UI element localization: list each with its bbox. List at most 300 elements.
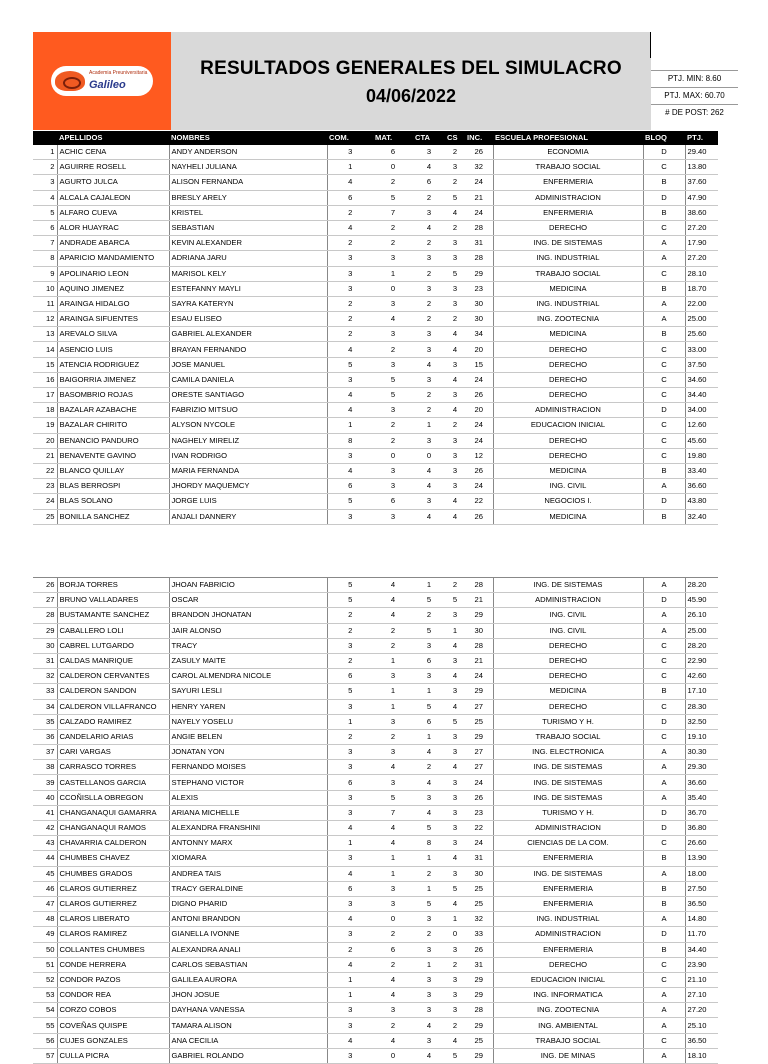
- table-cell: GABRIEL ALEXANDER: [169, 327, 327, 342]
- table-cell: JHOAN FABRICIO: [169, 578, 327, 593]
- table-cell: CHUMBES CHAVEZ: [57, 851, 169, 866]
- table-cell: 1: [413, 881, 445, 896]
- table-cell: 4: [413, 479, 445, 494]
- table-cell: 1: [327, 836, 373, 851]
- table-cell: MEDICINA: [493, 509, 643, 524]
- table-cell: D: [643, 714, 685, 729]
- table-row: [33, 251, 718, 266]
- table-cell: COVEÑAS QUISPE: [57, 1018, 169, 1033]
- table-cell: B: [643, 881, 685, 896]
- table-cell: 4: [327, 821, 373, 836]
- table-row: [33, 957, 718, 972]
- table-cell: 3: [373, 775, 413, 790]
- table-cell: 5: [413, 821, 445, 836]
- table-cell: TAMARA ALISON: [169, 1018, 327, 1033]
- table-cell: 25.00: [685, 312, 718, 327]
- table-cell: 2: [373, 729, 413, 744]
- table-cell: 4: [373, 988, 413, 1003]
- table-cell: 5: [327, 593, 373, 608]
- table-cell: 3: [445, 433, 465, 448]
- table-cell: 3: [327, 699, 373, 714]
- table-cell: ALISON FERNANDA: [169, 175, 327, 190]
- table-cell: 6: [33, 220, 57, 235]
- table-cell: 2: [327, 623, 373, 638]
- table-cell: 2: [327, 327, 373, 342]
- table-cell: 22: [33, 463, 57, 478]
- table-row: [33, 418, 718, 433]
- table-cell: A: [643, 760, 685, 775]
- table-cell: 2: [445, 312, 465, 327]
- table-cell: ASENCIO LUIS: [57, 342, 169, 357]
- table-cell: ALYSON NYCOLE: [169, 418, 327, 433]
- table-cell: MEDICINA: [493, 327, 643, 342]
- table-cell: C: [643, 972, 685, 987]
- table-cell: BUSTAMANTE SANCHEZ: [57, 608, 169, 623]
- table-cell: 4: [413, 1018, 445, 1033]
- table-cell: 6: [327, 190, 373, 205]
- table-cell: 17: [33, 388, 57, 403]
- table-cell: 2: [373, 638, 413, 653]
- table-cell: DERECHO: [493, 388, 643, 403]
- table-cell: 37.60: [685, 175, 718, 190]
- col-escuela: ESCUELA PROFESIONAL: [493, 131, 643, 145]
- report-date: 04/06/2022: [365, 86, 457, 106]
- table-row: [33, 403, 718, 418]
- table-cell: JORGE LUIS: [169, 494, 327, 509]
- table-cell: 3: [445, 988, 465, 1003]
- table-cell: 17.90: [685, 236, 718, 251]
- table-cell: ING. AMBIENTAL: [493, 1018, 643, 1033]
- table-cell: 4: [445, 494, 465, 509]
- table-cell: ECONOMIA: [493, 145, 643, 160]
- table-cell: KRISTEL: [169, 205, 327, 220]
- report-header: [33, 32, 651, 130]
- table-cell: 4: [373, 972, 413, 987]
- table-cell: 30: [465, 296, 493, 311]
- table-cell: 5: [445, 266, 465, 281]
- table-cell: 2: [445, 578, 465, 593]
- table-cell: 29: [33, 623, 57, 638]
- table-cell: 15: [465, 357, 493, 372]
- table-cell: 3: [413, 145, 445, 160]
- table-cell: 35.40: [685, 790, 718, 805]
- table-cell: ADRIANA JARU: [169, 251, 327, 266]
- table-cell: 4: [413, 357, 445, 372]
- table-cell: BONILLA SANCHEZ: [57, 509, 169, 524]
- table-cell: BRANDON JHONATAN: [169, 608, 327, 623]
- table-row: [33, 653, 718, 668]
- table-cell: 28.30: [685, 699, 718, 714]
- table-cell: 2: [327, 653, 373, 668]
- table-cell: 3: [327, 372, 373, 387]
- table-cell: 24: [465, 836, 493, 851]
- table-cell: 3: [327, 805, 373, 820]
- col-apellidos: APELLIDOS: [57, 131, 169, 145]
- table-cell: ANA CECILIA: [169, 1033, 327, 1048]
- table-cell: ING. DE SISTEMAS: [493, 236, 643, 251]
- table-cell: ING. DE SISTEMAS: [493, 775, 643, 790]
- table-cell: 4: [445, 896, 465, 911]
- table-cell: 54: [33, 1003, 57, 1018]
- table-cell: C: [643, 266, 685, 281]
- table-cell: CALDERON SANDON: [57, 684, 169, 699]
- table-cell: 7: [373, 805, 413, 820]
- table-cell: 3: [327, 638, 373, 653]
- table-cell: 3: [413, 251, 445, 266]
- table-cell: 2: [373, 623, 413, 638]
- table-cell: 0: [445, 927, 465, 942]
- table-cell: A: [643, 312, 685, 327]
- table-cell: 5: [373, 388, 413, 403]
- table-row: [33, 881, 718, 896]
- table-cell: 28: [465, 251, 493, 266]
- table-cell: 5: [445, 190, 465, 205]
- table-cell: 4: [373, 1033, 413, 1048]
- table-cell: DERECHO: [493, 699, 643, 714]
- table-cell: 5: [445, 593, 465, 608]
- table-cell: 3: [413, 433, 445, 448]
- table-cell: B: [643, 896, 685, 911]
- table-row: [33, 1003, 718, 1018]
- table-cell: 3: [445, 745, 465, 760]
- col-mat: MAT.: [373, 131, 413, 145]
- table-cell: B: [643, 942, 685, 957]
- table-cell: 3: [445, 1003, 465, 1018]
- table-cell: 2: [413, 927, 445, 942]
- table-cell: DERECHO: [493, 357, 643, 372]
- table-row: [33, 205, 718, 220]
- table-cell: ARAINGA HIDALGO: [57, 296, 169, 311]
- table-cell: 36.50: [685, 896, 718, 911]
- table-cell: BRUNO VALLADARES: [57, 593, 169, 608]
- table-cell: 3: [373, 1003, 413, 1018]
- table-cell: 31: [465, 957, 493, 972]
- table-cell: 5: [327, 494, 373, 509]
- table-cell: 36.80: [685, 821, 718, 836]
- col-bloq: BLOQ: [643, 131, 685, 145]
- table-cell: A: [643, 745, 685, 760]
- stat-count: # DE POST: 262: [651, 104, 738, 121]
- table-cell: ING. DE SISTEMAS: [493, 578, 643, 593]
- table-cell: ALFARO CUEVA: [57, 205, 169, 220]
- table-cell: 51: [33, 957, 57, 972]
- table-cell: 4: [413, 805, 445, 820]
- table-cell: 3: [445, 463, 465, 478]
- table-cell: 4: [445, 760, 465, 775]
- table-cell: 33.00: [685, 342, 718, 357]
- table-cell: JHORDY MAQUEMCY: [169, 479, 327, 494]
- table-cell: KEVIN ALEXANDER: [169, 236, 327, 251]
- table-cell: B: [643, 684, 685, 699]
- table-cell: 25: [465, 896, 493, 911]
- table-cell: 24: [465, 433, 493, 448]
- table-cell: 6: [327, 479, 373, 494]
- table-cell: CABALLERO LOLI: [57, 623, 169, 638]
- table-row: [33, 160, 718, 175]
- table-cell: 40: [33, 790, 57, 805]
- table-cell: 1: [327, 418, 373, 433]
- table-cell: A: [643, 578, 685, 593]
- table-cell: 50: [33, 942, 57, 957]
- table-cell: CASTELLANOS GARCIA: [57, 775, 169, 790]
- table-cell: B: [643, 851, 685, 866]
- table-cell: ENFERMERIA: [493, 896, 643, 911]
- table-cell: 3: [413, 372, 445, 387]
- table-cell: 28: [465, 1003, 493, 1018]
- table-cell: 3: [413, 281, 445, 296]
- table-cell: ENFERMERIA: [493, 205, 643, 220]
- table-cell: 4: [445, 851, 465, 866]
- table-cell: A: [643, 1048, 685, 1063]
- table-row: [33, 266, 718, 281]
- table-cell: 2: [413, 608, 445, 623]
- table-row: [33, 593, 718, 608]
- table-row: [33, 296, 718, 311]
- table-cell: 8: [327, 433, 373, 448]
- table-cell: 0: [373, 281, 413, 296]
- table-cell: 23.90: [685, 957, 718, 972]
- table-cell: CLAROS RAMIREZ: [57, 927, 169, 942]
- table-cell: CARI VARGAS: [57, 745, 169, 760]
- table-cell: EDUCACION INICIAL: [493, 418, 643, 433]
- table-cell: 14.80: [685, 912, 718, 927]
- table-row: [33, 388, 718, 403]
- table-cell: ALCALA CAJALEON: [57, 190, 169, 205]
- table-cell: 3: [413, 327, 445, 342]
- table-cell: DERECHO: [493, 448, 643, 463]
- table-cell: 3: [445, 790, 465, 805]
- table-cell: A: [643, 775, 685, 790]
- table-cell: 3: [413, 790, 445, 805]
- table-cell: ENFERMERIA: [493, 851, 643, 866]
- table-cell: 3: [373, 463, 413, 478]
- table-cell: CONDOR REA: [57, 988, 169, 1003]
- table-cell: 3: [413, 638, 445, 653]
- table-cell: BAIGORRIA JIMENEZ: [57, 372, 169, 387]
- table-cell: ING. ELECTRONICA: [493, 745, 643, 760]
- table-cell: APARICIO MANDAMIENTO: [57, 251, 169, 266]
- table-cell: 3: [445, 357, 465, 372]
- table-cell: 16: [33, 372, 57, 387]
- table-cell: NAYHELI JULIANA: [169, 160, 327, 175]
- table-cell: 5: [327, 578, 373, 593]
- results-table-2: [33, 577, 718, 1064]
- table-cell: 4: [445, 509, 465, 524]
- table-cell: A: [643, 1018, 685, 1033]
- table-cell: 3: [327, 145, 373, 160]
- table-cell: 2: [413, 866, 445, 881]
- table-cell: C: [643, 653, 685, 668]
- table-cell: EDUCACION INICIAL: [493, 972, 643, 987]
- col-inc: INC.: [465, 131, 493, 145]
- table-cell: A: [643, 251, 685, 266]
- table-cell: 29.40: [685, 145, 718, 160]
- table-cell: ARIANA MICHELLE: [169, 805, 327, 820]
- table-cell: 2: [327, 205, 373, 220]
- table-cell: A: [643, 296, 685, 311]
- table-cell: D: [643, 403, 685, 418]
- table-cell: 15: [33, 357, 57, 372]
- table-cell: 4: [413, 220, 445, 235]
- table-cell: CLAROS GUTIERREZ: [57, 896, 169, 911]
- table-cell: CLAROS LIBERATO: [57, 912, 169, 927]
- table-cell: 4: [445, 1033, 465, 1048]
- table-cell: C: [643, 357, 685, 372]
- table-cell: 3: [445, 296, 465, 311]
- table-cell: 29: [465, 608, 493, 623]
- table-cell: 3: [373, 881, 413, 896]
- table-cell: 43: [33, 836, 57, 851]
- table-cell: 25: [465, 881, 493, 896]
- table-cell: 56: [33, 1033, 57, 1048]
- table-cell: 5: [445, 1048, 465, 1063]
- table-cell: 3: [445, 836, 465, 851]
- table-row: [33, 836, 718, 851]
- table-cell: 1: [373, 684, 413, 699]
- table-cell: 33: [33, 684, 57, 699]
- table-cell: 28: [465, 638, 493, 653]
- table-cell: TRABAJO SOCIAL: [493, 1033, 643, 1048]
- table-cell: CALDAS MANRIQUE: [57, 653, 169, 668]
- table-cell: 29.30: [685, 760, 718, 775]
- table-cell: 29: [465, 1018, 493, 1033]
- table-cell: 26: [465, 463, 493, 478]
- table-cell: CABREL LUTGARDO: [57, 638, 169, 653]
- table-cell: BORJA TORRES: [57, 578, 169, 593]
- table-cell: 18.70: [685, 281, 718, 296]
- table-cell: GABRIEL ROLANDO: [169, 1048, 327, 1063]
- table-row: [33, 281, 718, 296]
- table-cell: DERECHO: [493, 638, 643, 653]
- table-cell: 3: [413, 342, 445, 357]
- table-cell: 3: [327, 851, 373, 866]
- table-cell: CHANGANAQUI GAMARRA: [57, 805, 169, 820]
- table-cell: 2: [413, 190, 445, 205]
- table-cell: 4: [327, 388, 373, 403]
- table-cell: B: [643, 281, 685, 296]
- table-cell: C: [643, 418, 685, 433]
- table-cell: 46: [33, 881, 57, 896]
- table-cell: 0: [413, 448, 445, 463]
- table-cell: 5: [33, 205, 57, 220]
- table-cell: 27: [465, 699, 493, 714]
- table-cell: 38: [33, 760, 57, 775]
- table-cell: 3: [413, 669, 445, 684]
- table-cell: 36.70: [685, 805, 718, 820]
- table-cell: D: [643, 145, 685, 160]
- table-cell: MEDICINA: [493, 463, 643, 478]
- table-cell: BENANCIO PANDURO: [57, 433, 169, 448]
- table-cell: C: [643, 729, 685, 744]
- table-cell: A: [643, 912, 685, 927]
- table-cell: D: [643, 593, 685, 608]
- table-cell: HENRY YAREN: [169, 699, 327, 714]
- table-cell: 34.60: [685, 372, 718, 387]
- table-cell: ADMINISTRACION: [493, 403, 643, 418]
- table-cell: 1: [413, 957, 445, 972]
- table-cell: 4: [327, 866, 373, 881]
- table-cell: 38.60: [685, 205, 718, 220]
- table-cell: 23: [33, 479, 57, 494]
- table-cell: NAGHELY MIRELIZ: [169, 433, 327, 448]
- table-cell: 18.00: [685, 866, 718, 881]
- col-com: COM.: [327, 131, 373, 145]
- table-cell: 6: [413, 175, 445, 190]
- table-cell: 11.70: [685, 927, 718, 942]
- table-cell: BRESLY ARELY: [169, 190, 327, 205]
- table-cell: SAYRA KATERYN: [169, 296, 327, 311]
- results-table-1: [33, 131, 718, 525]
- table-cell: CHUMBES GRADOS: [57, 866, 169, 881]
- table-cell: ING. DE SISTEMAS: [493, 790, 643, 805]
- table-cell: 31: [465, 851, 493, 866]
- table-cell: 3: [445, 236, 465, 251]
- table-cell: 2: [413, 296, 445, 311]
- table-cell: 24: [465, 418, 493, 433]
- table-cell: CALDERON CERVANTES: [57, 669, 169, 684]
- table-cell: 2: [373, 1018, 413, 1033]
- table-header-row: [33, 131, 718, 145]
- table-cell: 34.40: [685, 388, 718, 403]
- table-cell: 33: [465, 927, 493, 942]
- table-cell: 10: [33, 281, 57, 296]
- table-cell: 4: [327, 463, 373, 478]
- table-cell: 24: [465, 669, 493, 684]
- table-cell: 4: [413, 509, 445, 524]
- table-cell: COLLANTES CHUMBES: [57, 942, 169, 957]
- table-cell: 7: [33, 236, 57, 251]
- table-cell: ESAU ELISEO: [169, 312, 327, 327]
- table-cell: 3: [445, 805, 465, 820]
- table-cell: 22.90: [685, 653, 718, 668]
- table-cell: CAMILA DANIELA: [169, 372, 327, 387]
- table-cell: BASOMBRIO ROJAS: [57, 388, 169, 403]
- table-cell: ANTONNY MARX: [169, 836, 327, 851]
- table-cell: 12: [33, 312, 57, 327]
- table-cell: 36.50: [685, 1033, 718, 1048]
- table-cell: IVAN RODRIGO: [169, 448, 327, 463]
- table-cell: NEGOCIOS I.: [493, 494, 643, 509]
- table-cell: CULLA PICRA: [57, 1048, 169, 1063]
- table-cell: D: [643, 805, 685, 820]
- table-cell: 30: [465, 312, 493, 327]
- table-row: [33, 479, 718, 494]
- table-cell: 28: [465, 578, 493, 593]
- table-cell: 3: [327, 266, 373, 281]
- table-cell: ARAINGA SIFUENTES: [57, 312, 169, 327]
- table-cell: MARISOL KELY: [169, 266, 327, 281]
- table-cell: CARLOS SEBASTIAN: [169, 957, 327, 972]
- table-cell: A: [643, 1003, 685, 1018]
- table-cell: 3: [445, 775, 465, 790]
- table-cell: 32.40: [685, 509, 718, 524]
- col-cs: CS: [445, 131, 465, 145]
- table-cell: 5: [373, 790, 413, 805]
- table-cell: CAROL ALMENDRA NICOLE: [169, 669, 327, 684]
- table-cell: ALOR HUAYRAC: [57, 220, 169, 235]
- table-cell: C: [643, 220, 685, 235]
- table-cell: AREVALO SILVA: [57, 327, 169, 342]
- table-row: [33, 1048, 718, 1063]
- table-cell: BLAS SOLANO: [57, 494, 169, 509]
- table-cell: GIANELLA IVONNE: [169, 927, 327, 942]
- table-cell: 29: [465, 729, 493, 744]
- table-cell: 2: [373, 418, 413, 433]
- table-cell: 2: [413, 236, 445, 251]
- table-cell: 3: [445, 653, 465, 668]
- table-cell: 3: [413, 972, 445, 987]
- table-cell: 2: [327, 296, 373, 311]
